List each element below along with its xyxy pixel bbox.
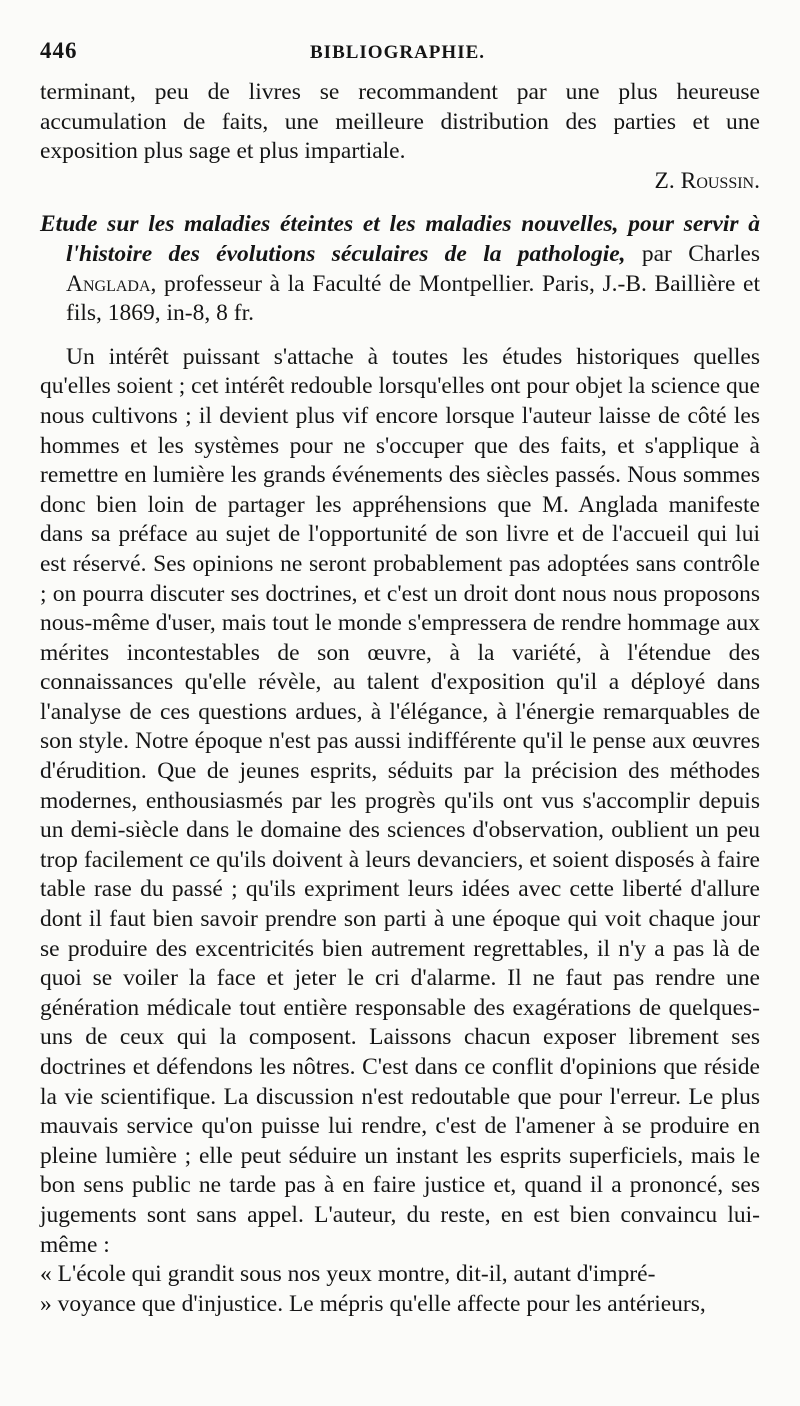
review-signature	[40, 167, 760, 197]
running-head: BIBLIOGRAPHIE.	[310, 42, 486, 63]
opening-section	[40, 78, 760, 196]
book-title: Etude sur les maladies éteintes et les maladies nouvelles, pour servir à l'histoire des évolutions séculaires de la pathologie,	[40, 211, 760, 267]
citation-details: professeur à la Faculté de Montpellier. Paris, J.-B. Baillière et fils, 1869, in-8, 8 fr.	[66, 270, 761, 327]
review-paragraph: Un intérêt puissant s'attache à toutes les études historiques quelles qu'elles soient ; cet intérêt redouble lorsqu'elles ont pour objet la science que nous cultivons ; il devient plus vif encore lorsque l'auteur laisse de côté les hommes et les systèmes pour ne s'occuper que des faits, et s'applique à remettre en lumière les grands événements des siècles passés. Nous sommes donc bien loin de partager les appréhensions que M. Anglada manifeste dans sa préface au sujet de l'opportunité de son livre et de l'accueil qui lui est réservé. Ses opinions ne seront probablement pas adoptées sans contrôle ; on pourra discuter ses doctrines, et c'est un droit dont nous nous proposons nous-même d'user, mais tout le monde s'empressera de rendre hommage aux mérites incontestables de son œuvre, à la variété, à l'étendue des connaissances qu'elle révèle, au talent d'exposition qu'il a déployé dans l'analyse de ces questions ardues, à l'élégance, à l'énergie remarquables de son style. Notre époque n'est pas aussi indifférente qu'il le pense aux œuvres d'érudition. Que de jeunes esprits, séduits par la précision des méthodes modernes, enthousiasmés par les progrès qu'ils ont vus s'accomplir depuis un demi-siècle dans le domaine des sciences d'observation, oublient un peu trop facilement ce qu'ils doivent à leurs devanciers, et soient disposés à faire table rase du passé ; qu'ils expriment leurs idées avec cette liberté d'allure dont il faut bien savoir prendre son parti à une époque qui voit chaque jour se produire des excentricités bien autrement regrettables, il n'y a pas là de quoi se voiler la face et jeter le cri d'alarme. Il ne faut pas rendre une génération médicale tout entière responsable des exagérations de quelques-uns de ceux qui la composent. Laissons chacun exposer librement ses doctrines et défendons les nôtres. C'est dans ce conflit d'opinions que réside la vie scientifique. La discussion n'est redoutable que pour l'erreur. Le plus mauvais service qu'on puisse lui rendre, c'est de l'amener à se produire en pleine lumière ; elle peut séduire un instant les esprits superficiels, mais le bon sens public ne tarde pas à en faire justice et, quand il a prononcé, ses jugements sont sans appel. L'auteur, du reste, en est bien convaincu lui-même :	[40, 343, 760, 1258]
opening-paragraph	[40, 78, 760, 167]
review-body	[40, 343, 760, 1320]
signature-text: Z. Roussin.	[654, 167, 760, 194]
author-name: Anglada,	[66, 270, 157, 297]
quote-line: » voyance que d'injustice. Le mépris qu'elle affecte pour les antérieurs,	[40, 1290, 706, 1317]
book-citation	[40, 210, 760, 328]
page-number: 446	[40, 38, 78, 63]
quote-line: « L'école qui grandit sous nos yeux montre, dit-il, autant d'impré-	[40, 1261, 656, 1288]
page-header	[40, 38, 760, 78]
opening-text: terminant, peu de livres se recommandent par une plus heureuse accumulation de faits, une meilleure distribution des parties et une exposition plus sage et plus impartiale.	[40, 79, 760, 165]
citation-by: par Charles	[641, 240, 761, 267]
